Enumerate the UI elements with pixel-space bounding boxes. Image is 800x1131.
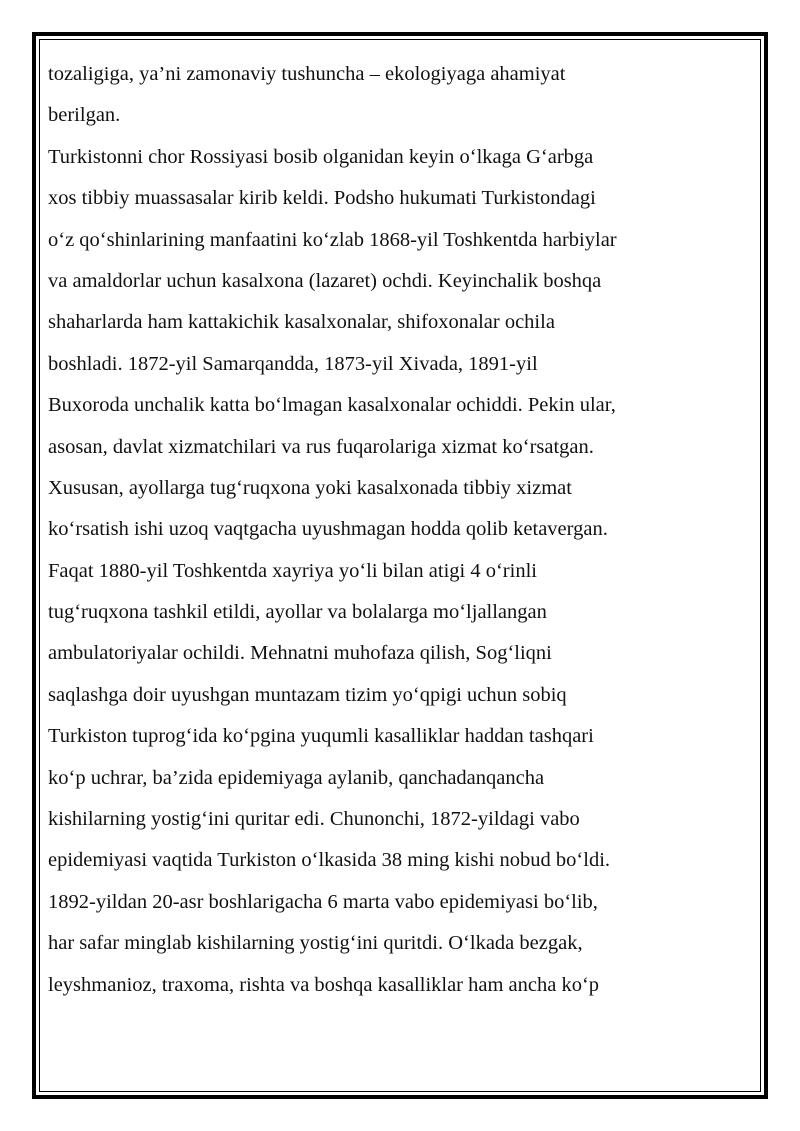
text-line: Xususan, ayollarga tug‘ruqxona yoki kasalxonada tibbiy xizmat [48,476,572,499]
text-line: 1892-yildan 20-asr boshlarigacha 6 marta vabo epidemiyasi bo‘lib, [48,890,598,913]
text-line: ambulatoriyalar ochildi. Mehnatni muhofaza qilish, Sog‘liqni [48,642,552,665]
text-line: tug‘ruqxona tashkil etildi, ayollar va bolalarga mo‘ljallangan [48,601,547,624]
text-line: boshladi. 1872-yil Samarqandda, 1873-yil Xivada, 1891-yil [48,352,538,375]
text-line: ko‘p uchrar, ba’zida epidemiyaga aylanib, qanchadanqancha [48,766,545,789]
text-line: har safar minglab kishilarning yostig‘ini quritdi. O‘lkada bezgak, [48,932,583,955]
text-line: ko‘rsatish ishi uzoq vaqtgacha uyushmagan hodda qolib ketavergan. [48,518,608,541]
text-line: Turkistonni chor Rossiyasi bosib olganidan keyin o‘lkaga G‘arbga [48,145,594,168]
text-line: shaharlarda ham kattakichik kasalxonalar, shifoxonalar ochila [48,311,555,334]
text-line: o‘z qo‘shinlarining manfaatini ko‘zlab 1868-yil Toshkentda harbiylar [48,228,617,251]
body-text [48,54,738,1006]
text-line: Turkiston tuprog‘ida ko‘pgina yuqumli kasalliklar haddan tashqari [48,725,594,748]
text-line: leyshmanioz, traxoma, rishta va boshqa kasalliklar ham ancha ko‘p [48,973,600,996]
text-line: saqlashga doir uyushgan muntazam tizim yo‘qpigi uchun sobiq [48,683,567,706]
text-line: kishilarning yostig‘ini quritar edi. Chunonchi, 1872-yildagi vabo [48,808,580,831]
text-line: epidemiyasi vaqtida Turkiston o‘lkasida 38 ming kishi nobud bo‘ldi. [48,849,611,872]
text-line: berilgan. [48,104,121,127]
text-line: xos tibbiy muassasalar kirib keldi. Podsho hukumati Turkistondagi [48,187,596,210]
text-line: tozaligiga, ya’ni zamonaviy tushuncha – ekologiyaga ahamiyat [48,63,566,85]
text-line: Buxoroda unchalik katta bo‘lmagan kasalxonalar ochiddi. Pekin ular, [48,394,616,417]
text-line: Faqat 1880-yil Toshkentda xayriya yo‘li bilan atigi 4 o‘rinli [48,559,537,582]
text-line: asosan, davlat xizmatchilari va rus fuqarolariga xizmat ko‘rsatgan. [48,435,594,458]
text-line: va amaldorlar uchun kasalxona (lazaret) ochdi. Keyinchalik boshqa [48,269,602,292]
